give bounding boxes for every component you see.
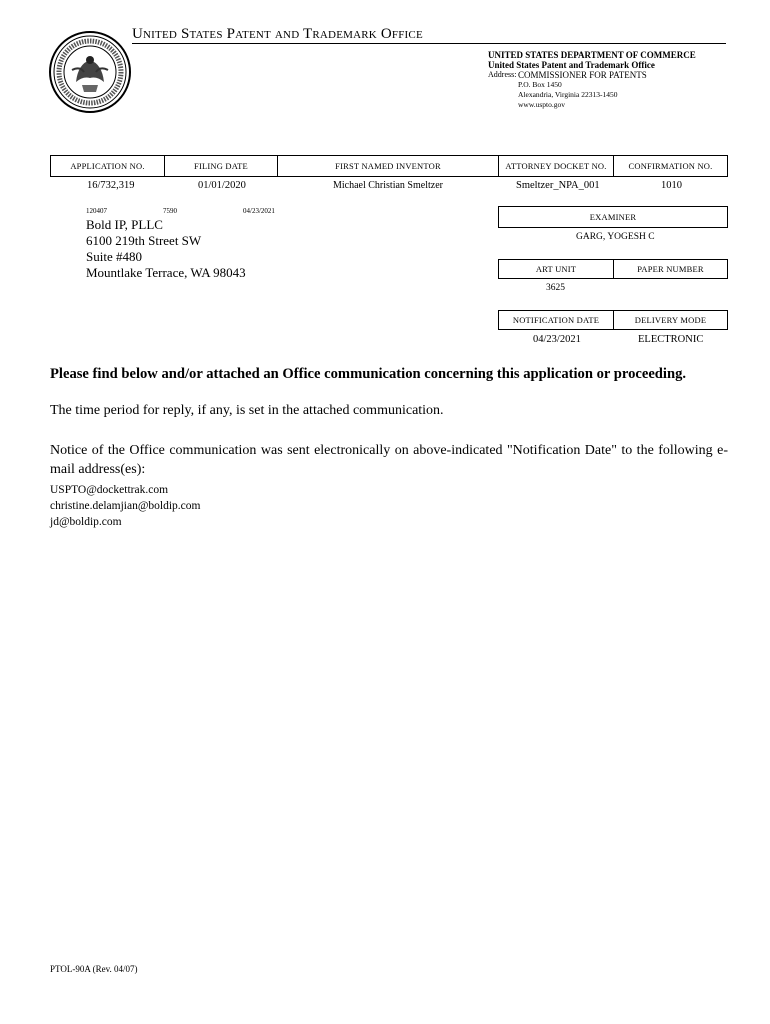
confirmation-no-value: 1010 [661, 180, 682, 191]
address-line: Mountlake Terrace, WA 98043 [86, 265, 246, 280]
agency-name: United States Patent and Trademark Office [488, 60, 655, 70]
examiner-header: EXAMINER [498, 206, 728, 228]
uspto-seal-icon [48, 30, 132, 114]
filing-date-header: FILING DATE [164, 155, 278, 177]
examiner-name: GARG, YOGESH C [576, 232, 655, 242]
delivery-mode-header: DELIVERY MODE [613, 310, 728, 330]
address-line-1: COMMISSIONER FOR PATENTS [518, 70, 647, 80]
application-no-value: 16/732,319 [87, 180, 135, 191]
address-line: Suite #480 [86, 249, 142, 264]
correspondence-date: 04/23/2021 [243, 207, 275, 215]
email-address[interactable]: USPTO@dockettrak.com [50, 484, 169, 496]
application-no-header: APPLICATION NO. [50, 155, 165, 177]
first-named-inventor-value: Michael Christian Smeltzer [333, 180, 443, 191]
address-line: 6100 219th Street SW [86, 233, 202, 248]
attorney-docket-header: ATTORNEY DOCKET NO. [498, 155, 614, 177]
form-id: PTOL-90A (Rev. 04/07) [50, 964, 138, 974]
title-rule [132, 43, 726, 44]
customer-number: 120407 [86, 207, 107, 215]
office-title: United States Patent and Trademark Office [132, 26, 423, 42]
address-line: Bold IP, PLLC [86, 217, 163, 232]
paper-number-header: PAPER NUMBER [613, 259, 728, 279]
art-unit-value: 3625 [546, 283, 565, 293]
filing-date-value: 01/01/2020 [198, 180, 246, 191]
headline: Please find below and/or attached an Office communication concerning this application or proceeding. [50, 366, 687, 382]
attorney-docket-value: Smeltzer_NPA_001 [516, 180, 600, 191]
department-block [488, 50, 696, 110]
email-address[interactable]: christine.delamjian@boldip.com [50, 500, 201, 512]
delivery-mode-value: ELECTRONIC [638, 334, 704, 345]
website[interactable]: www.uspto.gov [518, 100, 566, 109]
reply-period-text: The time period for reply, if any, is set in the attached communication. [50, 403, 444, 418]
address-label: Address: [488, 70, 517, 79]
art-unit-header: ART UNIT [498, 259, 614, 279]
first-named-inventor-header: FIRST NAMED INVENTOR [277, 155, 499, 177]
address-row [488, 70, 696, 80]
email-address[interactable]: jd@boldip.com [50, 516, 122, 528]
notice-text: Notice of the Office communication was sent electronically on above-indicated "Notification Date" to the following e-mail address(es): [50, 443, 728, 477]
department-name: UNITED STATES DEPARTMENT OF COMMERCE [488, 50, 696, 60]
notification-date-header: NOTIFICATION DATE [498, 310, 614, 330]
confirmation-no-header: CONFIRMATION NO. [613, 155, 728, 177]
address-line-3: Alexandria, Virginia 22313-1450 [518, 90, 618, 99]
notification-date-value: 04/23/2021 [533, 334, 581, 345]
correspondence-code: 7590 [163, 207, 177, 215]
address-line-2: P.O. Box 1450 [518, 80, 562, 89]
